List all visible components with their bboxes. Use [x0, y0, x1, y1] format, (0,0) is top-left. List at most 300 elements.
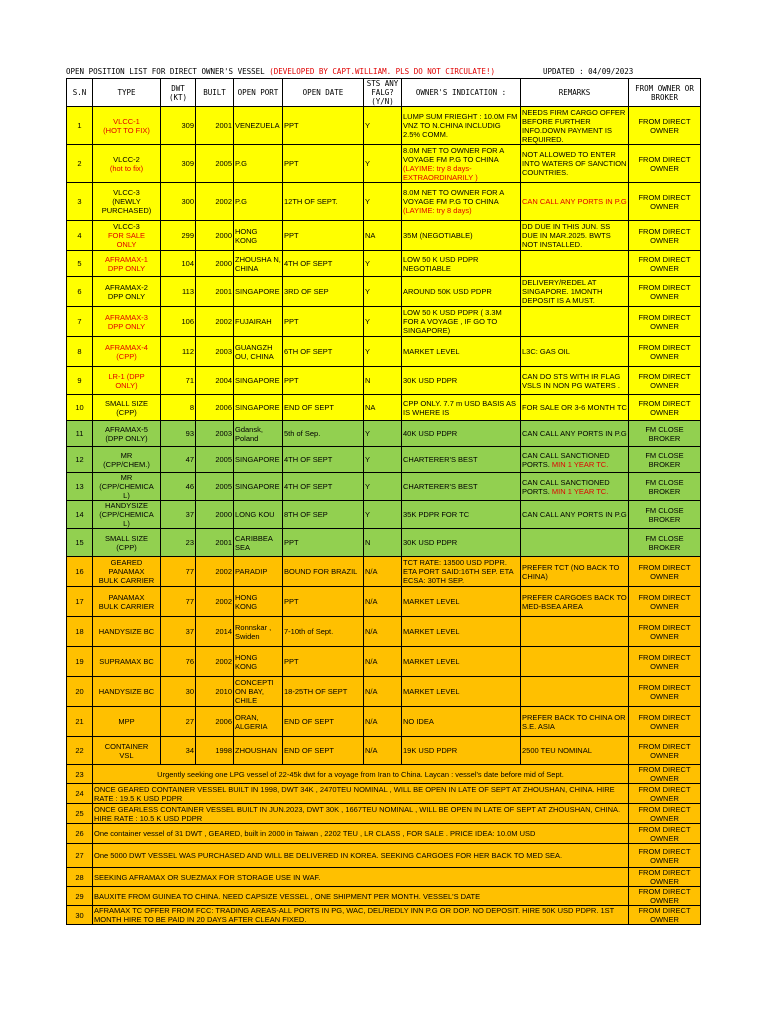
- source: [629, 473, 701, 501]
- source: [629, 707, 701, 737]
- sts-flag: [364, 501, 402, 529]
- built-year: [196, 367, 234, 395]
- serial-number: [67, 765, 93, 784]
- vessel-type: [93, 677, 161, 707]
- open-date: [283, 501, 364, 529]
- serial-number: [67, 107, 93, 145]
- request-text: [93, 784, 629, 804]
- serial-number: [67, 337, 93, 367]
- open-date: [283, 529, 364, 557]
- vessel-type-note: (hot to fix): [109, 163, 144, 173]
- dwt-value: [161, 183, 196, 221]
- open-position-table: [66, 78, 701, 925]
- open-date: [283, 707, 364, 737]
- remarks-text: CAN CALL ANY PORTS IN P.G: [522, 429, 627, 438]
- owner-indication-text: MARKET LEVEL: [403, 657, 460, 666]
- request-text-text: ONCE GEARLESS CONTAINER VESSEL BUILT IN JUN.2023, DWT 30K , 1667TEU NOMINAL , WILL BE OPEN IN LATE OF SEPT AT ZHOUSHAN, CHINA. HIRE RATE : 10.5 K USD PDPR: [94, 804, 621, 823]
- open-port: [234, 367, 283, 395]
- remarks-text: DD DUE IN THIS JUN. SS DUE IN MAR.2025. BWTS NOT INSTALLED.: [522, 222, 611, 249]
- request-text: [93, 765, 629, 784]
- serial-number-text: 26: [75, 829, 84, 838]
- built-year-text: 2000: [215, 510, 232, 519]
- serial-number: [67, 737, 93, 765]
- serial-number-text: 13: [75, 482, 84, 491]
- column-header: [283, 79, 364, 107]
- table-row: [67, 145, 701, 183]
- open-date: [283, 107, 364, 145]
- sts-flag-text: Y: [365, 455, 371, 464]
- owner-indication: [402, 367, 521, 395]
- sts-flag: [364, 587, 402, 617]
- built-year: [196, 183, 234, 221]
- vessel-type-text: LR-1 (DPP ONLY): [108, 371, 145, 390]
- dwt-value: [161, 473, 196, 501]
- dwt-value: [161, 221, 196, 251]
- column-header-text: STS ANY FALG? (Y/N): [366, 79, 399, 106]
- dwt-value: [161, 647, 196, 677]
- sts-flag-text: Y: [365, 259, 371, 268]
- source-text: FROM DIRECT OWNER: [638, 824, 691, 843]
- column-header: [67, 79, 93, 107]
- serial-number-text: 24: [75, 789, 84, 798]
- remarks-note: MIN 1 YEAR TC.: [551, 459, 609, 469]
- vessel-type: [93, 707, 161, 737]
- vessel-type: [93, 337, 161, 367]
- open-port-text: HONG KONG: [235, 226, 258, 245]
- built-year: [196, 677, 234, 707]
- open-port: [234, 707, 283, 737]
- serial-number-text: 2: [77, 159, 82, 168]
- dwt-value-text: 106: [181, 317, 194, 326]
- sts-flag: [364, 145, 402, 183]
- built-year-text: 2003: [215, 429, 232, 438]
- remarks: [521, 395, 629, 421]
- column-header-text: BUILT: [203, 88, 226, 97]
- owner-indication-text: CHARTERER'S BEST: [403, 455, 478, 464]
- serial-number-text: 6: [77, 287, 82, 296]
- remarks-note: MIN 1 YEAR TC.: [551, 486, 609, 496]
- built-year-text: 2001: [215, 121, 232, 130]
- remarks: [521, 307, 629, 337]
- serial-number-text: 23: [75, 769, 84, 779]
- sts-flag-text: N/A: [365, 597, 378, 606]
- built-year: [196, 337, 234, 367]
- vessel-type-text: VLCC-3 (NEWLY PURCHASED): [101, 188, 152, 215]
- open-date-text: 4TH OF SEPT: [284, 482, 333, 491]
- sts-flag: [364, 183, 402, 221]
- source: [629, 906, 701, 925]
- sts-flag-text: N: [365, 538, 371, 547]
- open-port-text: Ronnskar , Swiden: [235, 622, 272, 641]
- table-row: [67, 277, 701, 307]
- vessel-type-text: SUPRAMAX BC: [99, 657, 154, 666]
- owner-indication-text: 30K USD PDPR: [403, 376, 458, 385]
- open-port-text: SINGAPORE: [235, 376, 280, 385]
- serial-number-text: 27: [75, 851, 84, 860]
- vessel-type-text: CONTAINER VSL: [104, 741, 149, 760]
- vessel-type-text: HANDYSIZE BC: [98, 687, 155, 696]
- dwt-value-text: 76: [185, 657, 194, 666]
- source-text: FROM DIRECT OWNER: [638, 712, 691, 731]
- built-year: [196, 473, 234, 501]
- open-port-text: P.G: [235, 159, 247, 168]
- sts-flag: [364, 529, 402, 557]
- open-port-text: HONG KONG: [235, 652, 258, 671]
- table-row: [67, 221, 701, 251]
- vessel-type: [93, 145, 161, 183]
- owner-indication-text: MARKET LEVEL: [403, 627, 460, 636]
- source: [629, 887, 701, 906]
- open-date-text: BOUND FOR BRAZIL: [284, 567, 358, 576]
- built-year: [196, 737, 234, 765]
- sts-flag: [364, 617, 402, 647]
- request-text: [93, 887, 629, 906]
- source: [629, 421, 701, 447]
- column-header: [196, 79, 234, 107]
- source-text: FM CLOSE BROKER: [645, 424, 684, 443]
- source-text: FROM DIRECT OWNER: [638, 116, 691, 135]
- built-year-text: 2004: [215, 376, 232, 385]
- serial-number: [67, 145, 93, 183]
- dwt-value: [161, 617, 196, 647]
- source: [629, 737, 701, 765]
- open-port: [234, 737, 283, 765]
- sts-flag: [364, 367, 402, 395]
- sts-flag: [364, 307, 402, 337]
- open-date: [283, 183, 364, 221]
- owner-indication-text: LOW 50 K USD PDPR NEGOTIABLE: [403, 254, 479, 273]
- built-year-text: 2005: [215, 455, 232, 464]
- sts-flag: [364, 221, 402, 251]
- remarks: [521, 677, 629, 707]
- vessel-type-text: AFRAMAX-3 DPP ONLY: [105, 312, 148, 331]
- dwt-value: [161, 587, 196, 617]
- source: [629, 844, 701, 868]
- serial-number-text: 17: [75, 597, 84, 606]
- remarks-text: CAN CALL SANCTIONED PORTS.: [522, 477, 610, 496]
- open-port-text: GUANGZH OU, CHINA: [235, 342, 274, 361]
- source-text: FROM DIRECT OWNER: [638, 887, 691, 905]
- serial-number: [67, 221, 93, 251]
- open-date: [283, 473, 364, 501]
- owner-indication-note: (LAYIME: try 8 days): [403, 206, 472, 215]
- remarks: [521, 251, 629, 277]
- owner-indication: [402, 307, 521, 337]
- serial-number: [67, 501, 93, 529]
- owner-indication: [402, 145, 521, 183]
- sts-flag-text: N/A: [365, 567, 378, 576]
- sts-flag-text: Y: [365, 510, 371, 519]
- owner-indication-text: 35M (NEGOTIABLE): [403, 231, 473, 240]
- serial-number-text: 11: [75, 429, 84, 438]
- owner-indication: [402, 107, 521, 145]
- sts-flag-text: NA: [365, 403, 376, 412]
- owner-indication-text: TCT RATE: 13500 USD PDPR. ETA PORT SAID:16TH SEP. ETA ECSA: 30TH SEP.: [403, 558, 514, 585]
- source-text: FROM DIRECT OWNER: [638, 682, 691, 701]
- column-header-text: OWNER'S INDICATION :: [415, 88, 507, 97]
- remarks-text: DELIVERY/REDEL AT SINGAPORE. 1MONTH DEPOSIT IS A MUST.: [522, 278, 603, 305]
- column-header: [234, 79, 283, 107]
- source: [629, 107, 701, 145]
- open-date-text: 4TH OF SEPT: [284, 259, 333, 268]
- table-row: [67, 529, 701, 557]
- table-row: [67, 107, 701, 145]
- serial-number: [67, 277, 93, 307]
- dwt-value-text: 77: [185, 567, 194, 576]
- table-row: [67, 183, 701, 221]
- built-year-text: 2000: [215, 231, 232, 240]
- built-year-text: 2000: [215, 259, 232, 268]
- vessel-type: [93, 421, 161, 447]
- serial-number: [67, 906, 93, 925]
- remarks: [521, 737, 629, 765]
- table-row: [67, 737, 701, 765]
- vessel-type: [93, 307, 161, 337]
- sts-flag: [364, 647, 402, 677]
- remarks-text: NEEDS FIRM CARGO OFFER BEFORE FURTHER INFO.DOWN PAYMENT IS REQUIRED.: [522, 107, 626, 144]
- open-date-text: 3RD OF SEP: [284, 287, 329, 296]
- vessel-type: [93, 251, 161, 277]
- vessel-type-text: HANDYSIZE BC: [98, 627, 155, 636]
- source-text: FM CLOSE BROKER: [645, 477, 684, 496]
- request-text-text: One 5000 DWT VESSEL WAS PURCHASED AND WILL BE DELIVERED IN KOREA. SEEKING CARGOES FOR HER BACK TO MED SEA.: [94, 851, 563, 860]
- built-year: [196, 447, 234, 473]
- vessel-type-text: AFRAMAX-5 (DPP ONLY): [105, 424, 148, 443]
- open-date-text: PPT: [284, 538, 299, 547]
- sts-flag-text: N/A: [365, 657, 378, 666]
- remarks: [521, 473, 629, 501]
- source: [629, 367, 701, 395]
- column-header-text: DWT (KT): [168, 83, 188, 102]
- open-date: [283, 647, 364, 677]
- sts-flag: [364, 337, 402, 367]
- request-row: [67, 844, 701, 868]
- remarks-text: 2500 TEU NOMINAL: [522, 746, 592, 755]
- table-row: [67, 447, 701, 473]
- owner-indication-text: CHARTERER'S BEST: [403, 482, 478, 491]
- sts-flag-text: N/A: [365, 627, 378, 636]
- serial-number-text: 20: [75, 687, 84, 696]
- owner-indication-text: AROUND 50K USD PDPR: [403, 287, 492, 296]
- column-header: [629, 79, 701, 107]
- open-port-text: Gdansk, Poland: [235, 424, 263, 443]
- serial-number: [67, 307, 93, 337]
- dwt-value: [161, 529, 196, 557]
- vessel-type: [93, 529, 161, 557]
- source: [629, 145, 701, 183]
- sts-flag-text: N/A: [365, 746, 378, 755]
- remarks-text: CAN CALL ANY PORTS IN P.G: [522, 510, 627, 519]
- remarks-note: CAN CALL ANY PORTS IN P.G: [522, 197, 627, 206]
- serial-number: [67, 677, 93, 707]
- remarks-text: CAN DO STS WITH IR FLAG VSLS IN NON PG WATERS .: [522, 371, 621, 390]
- owner-indication-text: 30K USD PDPR: [403, 538, 458, 547]
- dwt-value-text: 71: [185, 376, 194, 385]
- source-text: FROM DIRECT OWNER: [638, 371, 691, 390]
- request-text-text: Urgently seeking one LPG vessel of 22-45k dwt for a voyage from Iran to China. Laycan : vessel's date before mid of Sept.: [157, 769, 564, 779]
- column-header-text: TYPE: [117, 88, 136, 97]
- vessel-type: [93, 587, 161, 617]
- sts-flag-text: Y: [365, 347, 371, 356]
- dwt-value-text: 77: [185, 597, 194, 606]
- owner-indication: [402, 557, 521, 587]
- owner-indication: [402, 587, 521, 617]
- source-text: FROM DIRECT OWNER: [638, 804, 691, 823]
- open-date: [283, 367, 364, 395]
- dwt-value: [161, 677, 196, 707]
- serial-number: [67, 868, 93, 887]
- owner-indication-text: NO IDEA: [403, 717, 434, 726]
- dwt-value: [161, 251, 196, 277]
- updated-date: UPDATED : 04/09/2023: [543, 67, 634, 76]
- source: [629, 647, 701, 677]
- table-row: [67, 617, 701, 647]
- built-year-text: 2006: [215, 717, 232, 726]
- built-year: [196, 107, 234, 145]
- column-header: [364, 79, 402, 107]
- vessel-type-text: AFRAMAX-4 (CPP): [105, 342, 148, 361]
- serial-number: [67, 529, 93, 557]
- remarks: [521, 529, 629, 557]
- serial-number: [67, 844, 93, 868]
- open-date-text: PPT: [284, 159, 299, 168]
- column-header-text: FROM OWNER OR BROKER: [635, 83, 694, 102]
- built-year: [196, 251, 234, 277]
- open-date-text: 6TH OF SEPT: [284, 347, 333, 356]
- remarks: [521, 277, 629, 307]
- built-year-text: 2002: [215, 567, 232, 576]
- vessel-type-note: FOR SALE ONLY: [107, 231, 146, 249]
- request-row: [67, 906, 701, 925]
- open-port: [234, 529, 283, 557]
- vessel-type: [93, 473, 161, 501]
- open-date-text: 4TH OF SEPT: [284, 455, 333, 464]
- built-year-text: 2014: [215, 627, 232, 636]
- source-text: FROM DIRECT OWNER: [638, 622, 691, 641]
- owner-indication: [402, 737, 521, 765]
- source-text: FROM DIRECT OWNER: [638, 652, 691, 671]
- open-port: [234, 145, 283, 183]
- owner-indication: [402, 677, 521, 707]
- request-row: [67, 765, 701, 784]
- vessel-type: [93, 183, 161, 221]
- column-header-text: OPEN PORT: [237, 88, 279, 97]
- sts-flag: [364, 395, 402, 421]
- serial-number: [67, 367, 93, 395]
- open-date: [283, 587, 364, 617]
- open-port: [234, 617, 283, 647]
- source-text: FROM DIRECT OWNER: [638, 312, 691, 331]
- built-year: [196, 221, 234, 251]
- vessel-type-text: MR (CPP/CHEMICA L): [99, 473, 154, 500]
- serial-number: [67, 557, 93, 587]
- open-port-text: SINGAPORE: [235, 403, 280, 412]
- owner-indication-text: 40K USD PDPR: [403, 429, 458, 438]
- serial-number-text: 14: [75, 510, 84, 519]
- owner-indication: [402, 447, 521, 473]
- sts-flag-text: N/A: [365, 717, 378, 726]
- vessel-type-text: SMALL SIZE (CPP): [104, 533, 149, 552]
- header-row: [67, 79, 701, 107]
- built-year: [196, 307, 234, 337]
- owner-indication-text: 35K PDPR FOR TC: [403, 510, 470, 519]
- vessel-type-text: SMALL SIZE (CPP): [104, 398, 149, 417]
- source: [629, 337, 701, 367]
- serial-number-text: 28: [75, 872, 84, 882]
- table-row: [67, 395, 701, 421]
- remarks: [521, 617, 629, 647]
- column-header: [161, 79, 196, 107]
- open-date: [283, 337, 364, 367]
- vessel-type-text: AFRAMAX-1 DPP ONLY: [105, 254, 148, 273]
- owner-indication-text: MARKET LEVEL: [403, 687, 460, 696]
- open-port: [234, 557, 283, 587]
- dwt-value-text: 37: [185, 510, 194, 519]
- sts-flag: [364, 707, 402, 737]
- source: [629, 395, 701, 421]
- request-row: [67, 804, 701, 824]
- serial-number-text: 29: [75, 891, 84, 901]
- sts-flag-text: N/A: [365, 687, 378, 696]
- source-text: FROM DIRECT OWNER: [638, 592, 691, 611]
- owner-indication: [402, 277, 521, 307]
- dwt-value-text: 309: [181, 121, 194, 130]
- dwt-value: [161, 277, 196, 307]
- built-year: [196, 647, 234, 677]
- owner-indication: [402, 221, 521, 251]
- source: [629, 557, 701, 587]
- remarks-text: CAN CALL SANCTIONED PORTS.: [522, 450, 610, 469]
- dwt-value: [161, 395, 196, 421]
- source-text: FROM DIRECT OWNER: [638, 254, 691, 273]
- serial-number-text: 10: [75, 403, 84, 412]
- serial-number-text: 4: [77, 231, 82, 240]
- built-year: [196, 617, 234, 647]
- request-text: [93, 906, 629, 925]
- open-date-text: 8TH OF SEP: [284, 510, 328, 519]
- serial-number-text: 21: [75, 717, 84, 726]
- sts-flag-text: Y: [365, 121, 371, 130]
- serial-number: [67, 784, 93, 804]
- remarks-text: L3C: GAS OIL: [522, 347, 570, 356]
- owner-indication-text: MARKET LEVEL: [403, 347, 460, 356]
- open-port-text: HONG KONG: [235, 592, 258, 611]
- open-port: [234, 183, 283, 221]
- source: [629, 587, 701, 617]
- built-year: [196, 707, 234, 737]
- open-port-text: P.G: [235, 197, 247, 206]
- dwt-value: [161, 145, 196, 183]
- open-port: [234, 337, 283, 367]
- document-title-line: [66, 66, 706, 78]
- request-row: [67, 824, 701, 844]
- source-text: FROM DIRECT OWNER: [638, 846, 691, 865]
- dwt-value-text: 47: [185, 455, 194, 464]
- sts-flag: [364, 107, 402, 145]
- source: [629, 447, 701, 473]
- sts-flag: [364, 447, 402, 473]
- built-year: [196, 501, 234, 529]
- serial-number: [67, 707, 93, 737]
- serial-number: [67, 251, 93, 277]
- sts-flag: [364, 557, 402, 587]
- remarks-text: PREFER BACK TO CHINA OR S.E. ASIA: [522, 712, 626, 731]
- built-year: [196, 557, 234, 587]
- dwt-value-text: 34: [185, 746, 194, 755]
- source-text: FM CLOSE BROKER: [645, 505, 684, 524]
- title-text: OPEN POSITION LIST FOR DIRECT OWNER'S VESSEL: [66, 67, 270, 76]
- serial-number: [67, 587, 93, 617]
